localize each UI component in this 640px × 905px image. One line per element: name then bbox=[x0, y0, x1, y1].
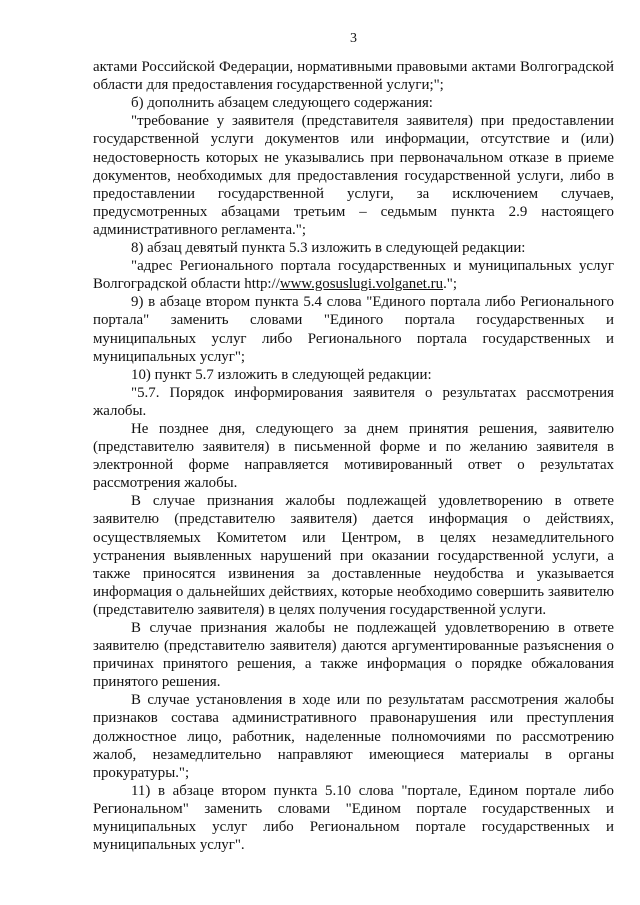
paragraph-text: Не позднее дня, следующего за днем принятия решения, заявителю (представителю заявителя) в письменной форме и по желанию заявителя в электронной форме направляется мотивированный ответ о результатах рассмотрения жалобы. bbox=[93, 420, 614, 492]
paragraph-3 bbox=[93, 112, 614, 239]
paragraph-12 bbox=[93, 691, 614, 781]
paragraph-13 bbox=[93, 782, 614, 854]
paragraph-text: 11) в абзаце втором пункта 5.10 слова "портале, Едином портале либо Региональном" заменить словами "Едином портале государственных и муниципальных услуг либо Региональном портале государственных и муниципальных услуг". bbox=[93, 782, 614, 854]
paragraph-9 bbox=[93, 420, 614, 492]
paragraph-text: "требование у заявителя (представителя заявителя) при предоставлении государственной услуги документов или информации, отсутствие и (или) недостоверность которых не указывались при первоначальном отказе в приеме документов, необходимых для предоставления государственной услуги, либо в предоставлении государственной услуги, за исключением случаев, предусмотренных абзацами третьим – седьмым пункта 2.9 настоящего административного регламента."; bbox=[93, 113, 614, 238]
paragraph-text: 8) абзац девятый пункта 5.3 изложить в следующей редакции: bbox=[131, 240, 526, 257]
paragraph-text: "5.7. Порядок информирования заявителя о результатах рассмотрения жалобы. bbox=[93, 384, 614, 419]
paragraph-1 bbox=[93, 58, 614, 94]
paragraph-2 bbox=[93, 94, 614, 112]
paragraph-text: 9) в абзаце втором пункта 5.4 слова "Единого портала либо Регионального портала" заменить словами "Единого портала государственных и муниципальных услуг либо Регионального портала государственных и муниципальных услуг"; bbox=[93, 294, 614, 365]
paragraph-11 bbox=[93, 619, 614, 691]
paragraph-text: В случае признания жалобы не подлежащей удовлетворению в ответе заявителю (представителю заявителя) даются аргументированные разъяснения о причинах принятого решения, а также информация о порядке обжалования принятого решения. bbox=[93, 620, 614, 691]
document-page bbox=[93, 30, 614, 854]
paragraph-text: актами Российской Федерации, нормативными правовыми актами Волгоградской области для предоставления государственной услуги;"; bbox=[93, 59, 614, 94]
paragraph-text: б) дополнить абзацем следующего содержания: bbox=[131, 95, 433, 112]
paragraph-10 bbox=[93, 492, 614, 619]
paragraph-5 bbox=[93, 257, 614, 293]
portal-link[interactable]: www.gosuslugi.volganet.ru bbox=[279, 276, 444, 293]
paragraph-8 bbox=[93, 384, 614, 420]
paragraph-4 bbox=[93, 239, 614, 257]
paragraph-text: 10) пункт 5.7 изложить в следующей редакции: bbox=[131, 366, 432, 383]
page-number: 3 bbox=[350, 31, 357, 46]
paragraph-text: В случае установления в ходе или по результатам рассмотрения жалобы признаков состава административного правонарушения или преступления должностное лицо, работник, наделенные полномочиями по рассмотрению жалоб, незамедлительно направляют имеющиеся материалы в органы прокуратуры."; bbox=[93, 692, 614, 781]
paragraph-text-after-link: ."; bbox=[443, 276, 458, 293]
paragraph-text: "адрес Регионального портала государственных и муниципальных услуг Волгоградской области http:// bbox=[93, 258, 614, 293]
paragraph-6 bbox=[93, 293, 614, 365]
paragraph-7 bbox=[93, 366, 614, 384]
paragraph-text: В случае признания жалобы подлежащей удовлетворению в ответе заявителю (представителю заявителя) дается информация о действиях, осуществляемых Комитетом или Центром, в целях незамедлительного устранения выявленных нарушений при оказании государственной услуги, а также приносятся извинения за доставленные неудобства и указывается информация о дальнейших действиях, которые необходимо совершить заявителю (представителю заявителя) в целях получения государственной услуги. bbox=[93, 493, 614, 618]
